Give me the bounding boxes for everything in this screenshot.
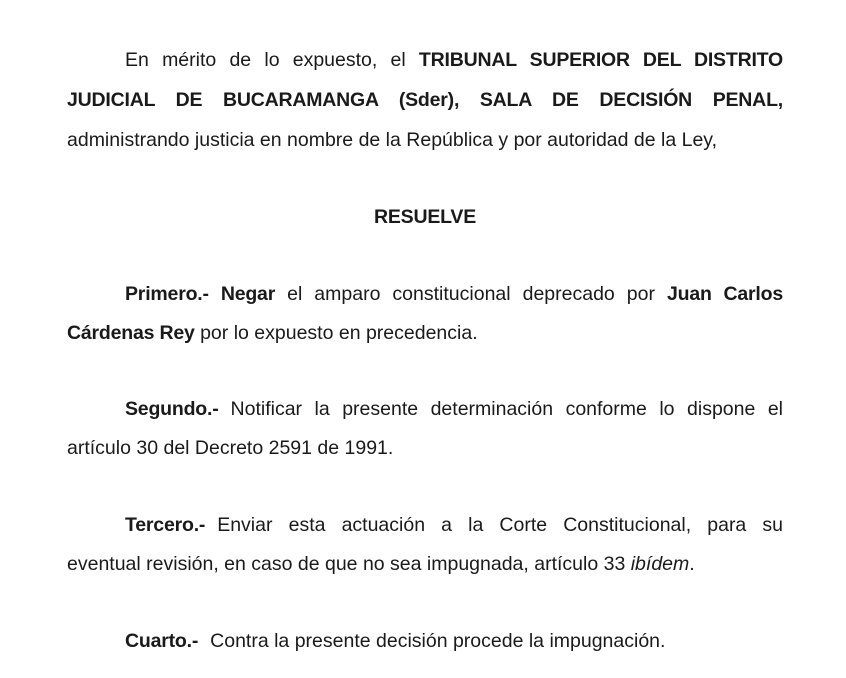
intro-line-3 (67, 128, 783, 152)
primero-closing: por lo expuesto en precedencia. (194, 322, 478, 344)
cuarto-text: Contra la presente decisión procede la impugnación. (210, 630, 666, 652)
intro-line-1 (67, 48, 783, 72)
segundo-label: Segundo.- (125, 398, 219, 420)
primero-text: el amparo constitucional deprecado por (275, 283, 667, 305)
segundo-closing: artículo 30 del Decreto 2591 de 1991. (67, 437, 394, 459)
resolution-heading (67, 205, 783, 229)
segundo-line-2 (67, 436, 783, 460)
heading-text: RESUELVE (373, 206, 477, 228)
tercero-line-1 (67, 513, 783, 537)
cuarto-label: Cuarto.- (125, 630, 199, 652)
petitioner-name: Juan Carlos (666, 283, 784, 305)
ibidem-text: ibídem (630, 553, 690, 575)
cuarto-line-1 (67, 629, 783, 653)
intro-text: En mérito de lo expuesto, el (125, 49, 419, 71)
intro-line-2 (67, 88, 783, 112)
segundo-text: Notificar la presente determinación conforme lo dispone el (230, 398, 783, 420)
segundo-line-1 (67, 397, 783, 421)
tercero-closing: eventual revisión, en caso de que no sea impugnada, artículo 33 (67, 553, 631, 575)
tercero-line-2 (67, 552, 783, 576)
tercero-text: Enviar esta actuación a la Corte Constitucional, para su (217, 514, 783, 536)
tercero-period: . (689, 553, 695, 575)
intro-closing: administrando justicia en nombre de la República y por autoridad de la Ley, (67, 129, 718, 151)
court-name: TRIBUNAL SUPERIOR DEL DISTRITO (418, 49, 784, 71)
petitioner-surname: Cárdenas Rey (67, 322, 195, 344)
primero-label: Primero.- (125, 283, 209, 305)
primero-line-2 (67, 321, 783, 345)
tercero-label: Tercero.- (125, 514, 206, 536)
court-name-continued: JUDICIAL DE BUCARAMANGA (Sder), SALA DE DECISIÓN PENAL, (67, 89, 783, 111)
primero-verb: Negar (220, 283, 276, 305)
primero-line-1 (67, 282, 783, 306)
